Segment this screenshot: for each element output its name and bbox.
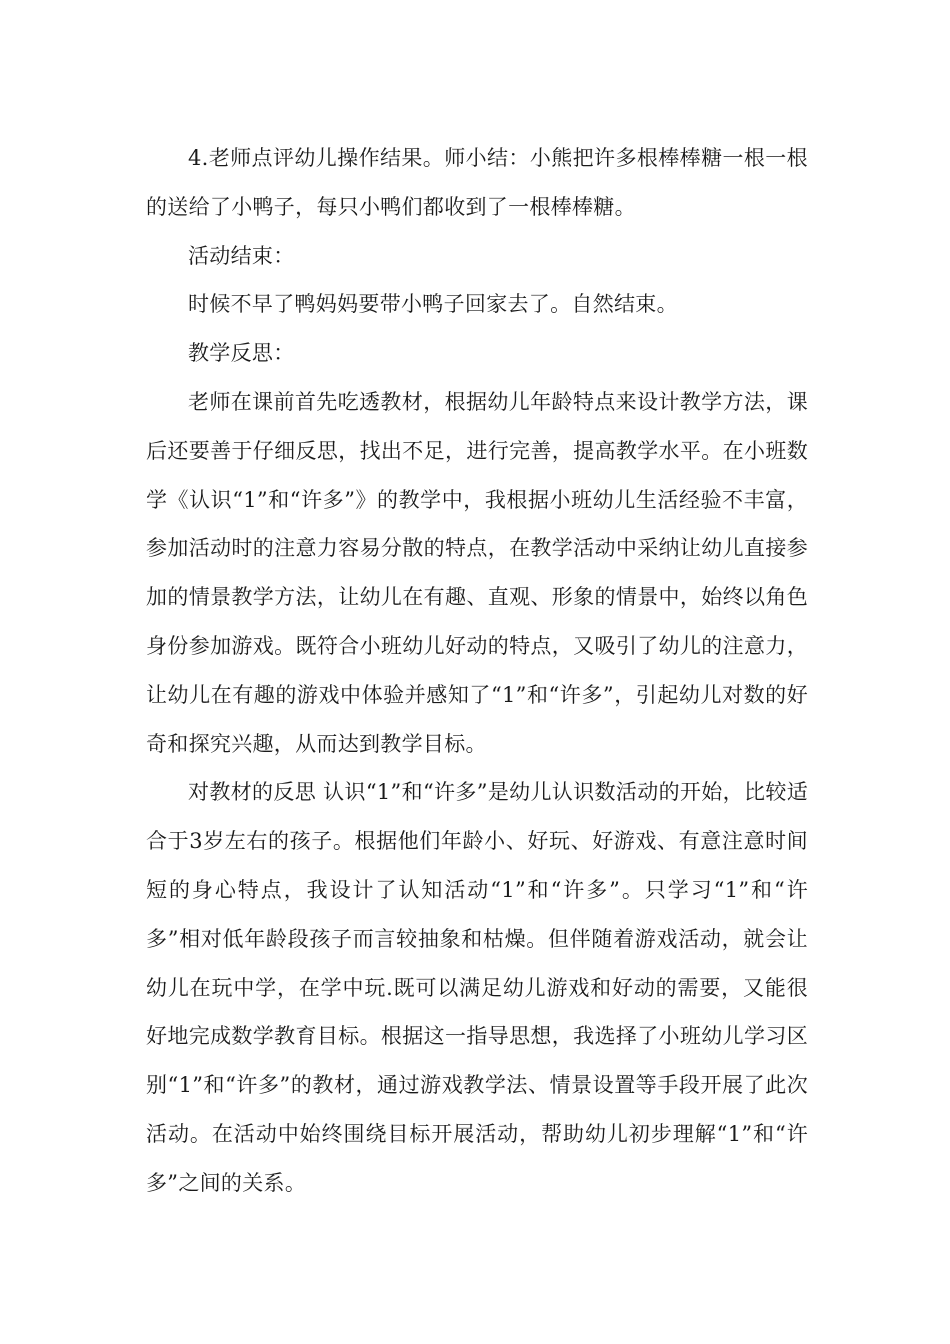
paragraph-reflection-body: 老师在课前首先吃透教材，根据幼儿年龄特点来设计教学方法，课后还要善于仔细反思，找出不足，进行完善，提高教学水平。在小班数学《认识“1”和“许多”》的教学中，我根据小班幼儿生活经验不丰富，参加活动时的注意力容易分散的特点，在教学活动中采纳让幼儿直接参加的情景教学方法，让幼儿在有趣、直观、形象的情景中，始终以角色身份参加游戏。既符合小班幼儿好动的特点，又吸引了幼儿的注意力，让幼儿在有趣的游戏中体验并感知了“1”和“许多”，引起幼儿对数的好奇和探究兴趣，从而达到教学目标。: [146, 389, 808, 756]
paragraph-reflection-heading: 教学反思：: [188, 341, 295, 366]
paragraph-activity-end-heading: 活动结束：: [188, 243, 295, 268]
paragraph-activity-end: 时候不早了鸭妈妈要带小鸭子回家去了。自然结束。: [188, 292, 678, 317]
paragraph-teacher-summary: 4.老师点评幼儿操作结果。师小结：小熊把许多根棒棒糖一根一根的送给了小鸭子，每只小鸭们都收到了一根棒棒糖。: [146, 146, 808, 219]
document-body: [146, 134, 808, 1208]
paragraph-material-reflection: 对教材的反思 认识“1”和“许多”是幼儿认识数活动的开始，比较适合于3岁左右的孩子。根据他们年龄小、好玩、好游戏、有意注意时间短的身心特点，我设计了认知活动“1”和“许多”。只学习“1”和“许多”相对低年龄段孩子而言较抽象和枯燥。但伴随着游戏活动，就会让幼儿在玩中学，在学中玩.既可以满足幼儿游戏和好动的需要，又能很好地完成数学教育目标。根据这一指导思想，我选择了小班幼儿学习区别“1”和“许多”的教材，通过游戏教学法、情景设置等手段开展了此次活动。在活动中始终围绕目标开展活动，帮助幼儿初步理解“1”和“许多”之间的关系。: [146, 780, 808, 1195]
